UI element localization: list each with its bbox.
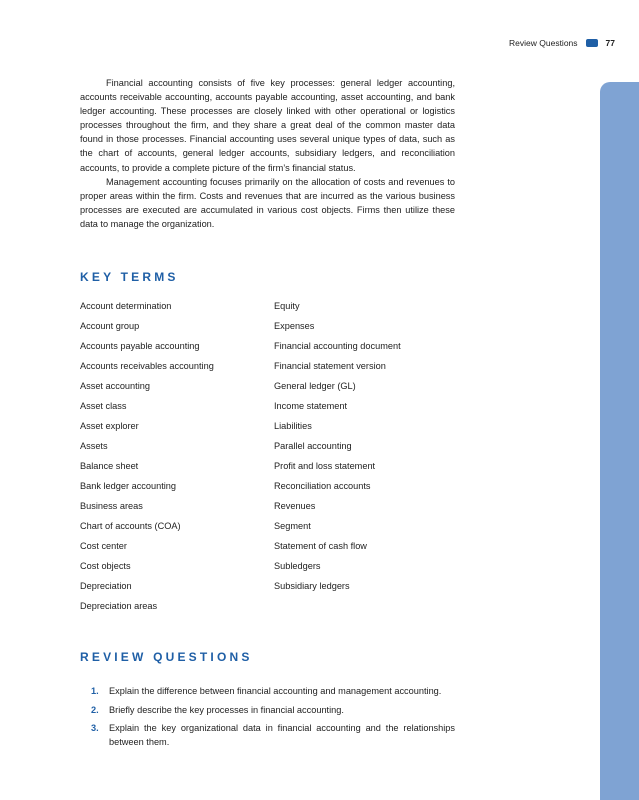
key-term: Financial statement version xyxy=(274,361,386,371)
key-term: Reconciliation accounts xyxy=(274,481,371,491)
question-text: Explain the difference between financial accounting and management accounting. xyxy=(109,686,442,696)
key-term: Cost objects xyxy=(80,561,131,571)
body-paragraph-2: Management accounting focuses primarily on the allocation of costs and revenues to proper areas within the firm. Costs and revenues that are incurred as the various business processes are executed are accumulated in various cost objects. Firms then utilize these data to manage the organization. xyxy=(80,176,455,229)
key-term: Asset class xyxy=(80,401,127,411)
review-questions-list xyxy=(80,685,455,754)
key-term: Equity xyxy=(274,301,300,311)
key-term: Segment xyxy=(274,521,311,531)
key-term: Expenses xyxy=(274,321,315,331)
key-term: Cost center xyxy=(80,541,127,551)
body-paragraph-1: Financial accounting consists of five key processes: general ledger accounting, accounts receivable accounting, accounts payable accounting, asset accounting, and bank ledger accounting. These processes are closely linked with other operational or logistics processes throughout the firm, and they share a great deal of the common master data found in those processes. Financial accounting uses several unique types of data, such as the chart of accounts, general ledger accounts, subsidiary ledgers, and reconciliation accounts, to provide a complete picture of the firm’s financial status. xyxy=(80,78,455,173)
header-tab-marker xyxy=(586,39,598,47)
key-term: Bank ledger accounting xyxy=(80,481,177,491)
key-term: Financial accounting document xyxy=(274,341,401,351)
review-question xyxy=(80,685,455,699)
side-thumb-tab xyxy=(600,82,639,800)
key-terms-right-column xyxy=(274,300,434,600)
key-term: Asset explorer xyxy=(80,421,139,431)
key-term: Liabilities xyxy=(274,421,312,431)
review-questions-heading: REVIEW QUESTIONS xyxy=(80,650,253,664)
key-term: Depreciation areas xyxy=(80,601,158,611)
running-header xyxy=(509,38,615,48)
page-number: 77 xyxy=(605,38,615,48)
key-term: Accounts payable accounting xyxy=(80,341,200,351)
review-question xyxy=(80,704,455,718)
question-number: 1. xyxy=(91,686,99,696)
key-term: Account group xyxy=(80,321,140,331)
review-question xyxy=(80,722,455,749)
key-term: Subsidiary ledgers xyxy=(274,581,350,591)
key-term: Statement of cash flow xyxy=(274,541,367,551)
header-section-title: Review Questions xyxy=(509,38,578,48)
question-text: Briefly describe the key processes in financial accounting. xyxy=(109,704,344,715)
body-text xyxy=(80,76,455,231)
key-term: Asset accounting xyxy=(80,381,150,391)
key-term: Accounts receivables accounting xyxy=(80,361,214,371)
key-term: Income statement xyxy=(274,401,348,411)
key-term: Parallel accounting xyxy=(274,441,352,451)
question-text: Explain the key organizational data in financial accounting and the relationships between them. xyxy=(109,723,455,747)
key-term: Chart of accounts (COA) xyxy=(80,521,181,531)
key-terms-left-column xyxy=(80,300,214,620)
key-terms-heading: KEY TERMS xyxy=(80,270,179,284)
key-term: Balance sheet xyxy=(80,461,139,471)
key-term: Business areas xyxy=(80,501,143,511)
key-term: Subledgers xyxy=(274,561,321,571)
key-term: Account determination xyxy=(80,301,172,311)
key-term: Depreciation xyxy=(80,581,132,591)
key-term: Profit and loss statement xyxy=(274,461,376,471)
key-term: Revenues xyxy=(274,501,316,511)
key-term: Assets xyxy=(80,441,108,451)
question-number: 3. xyxy=(91,723,99,733)
question-number: 2. xyxy=(91,704,99,715)
key-term: General ledger (GL) xyxy=(274,381,356,391)
